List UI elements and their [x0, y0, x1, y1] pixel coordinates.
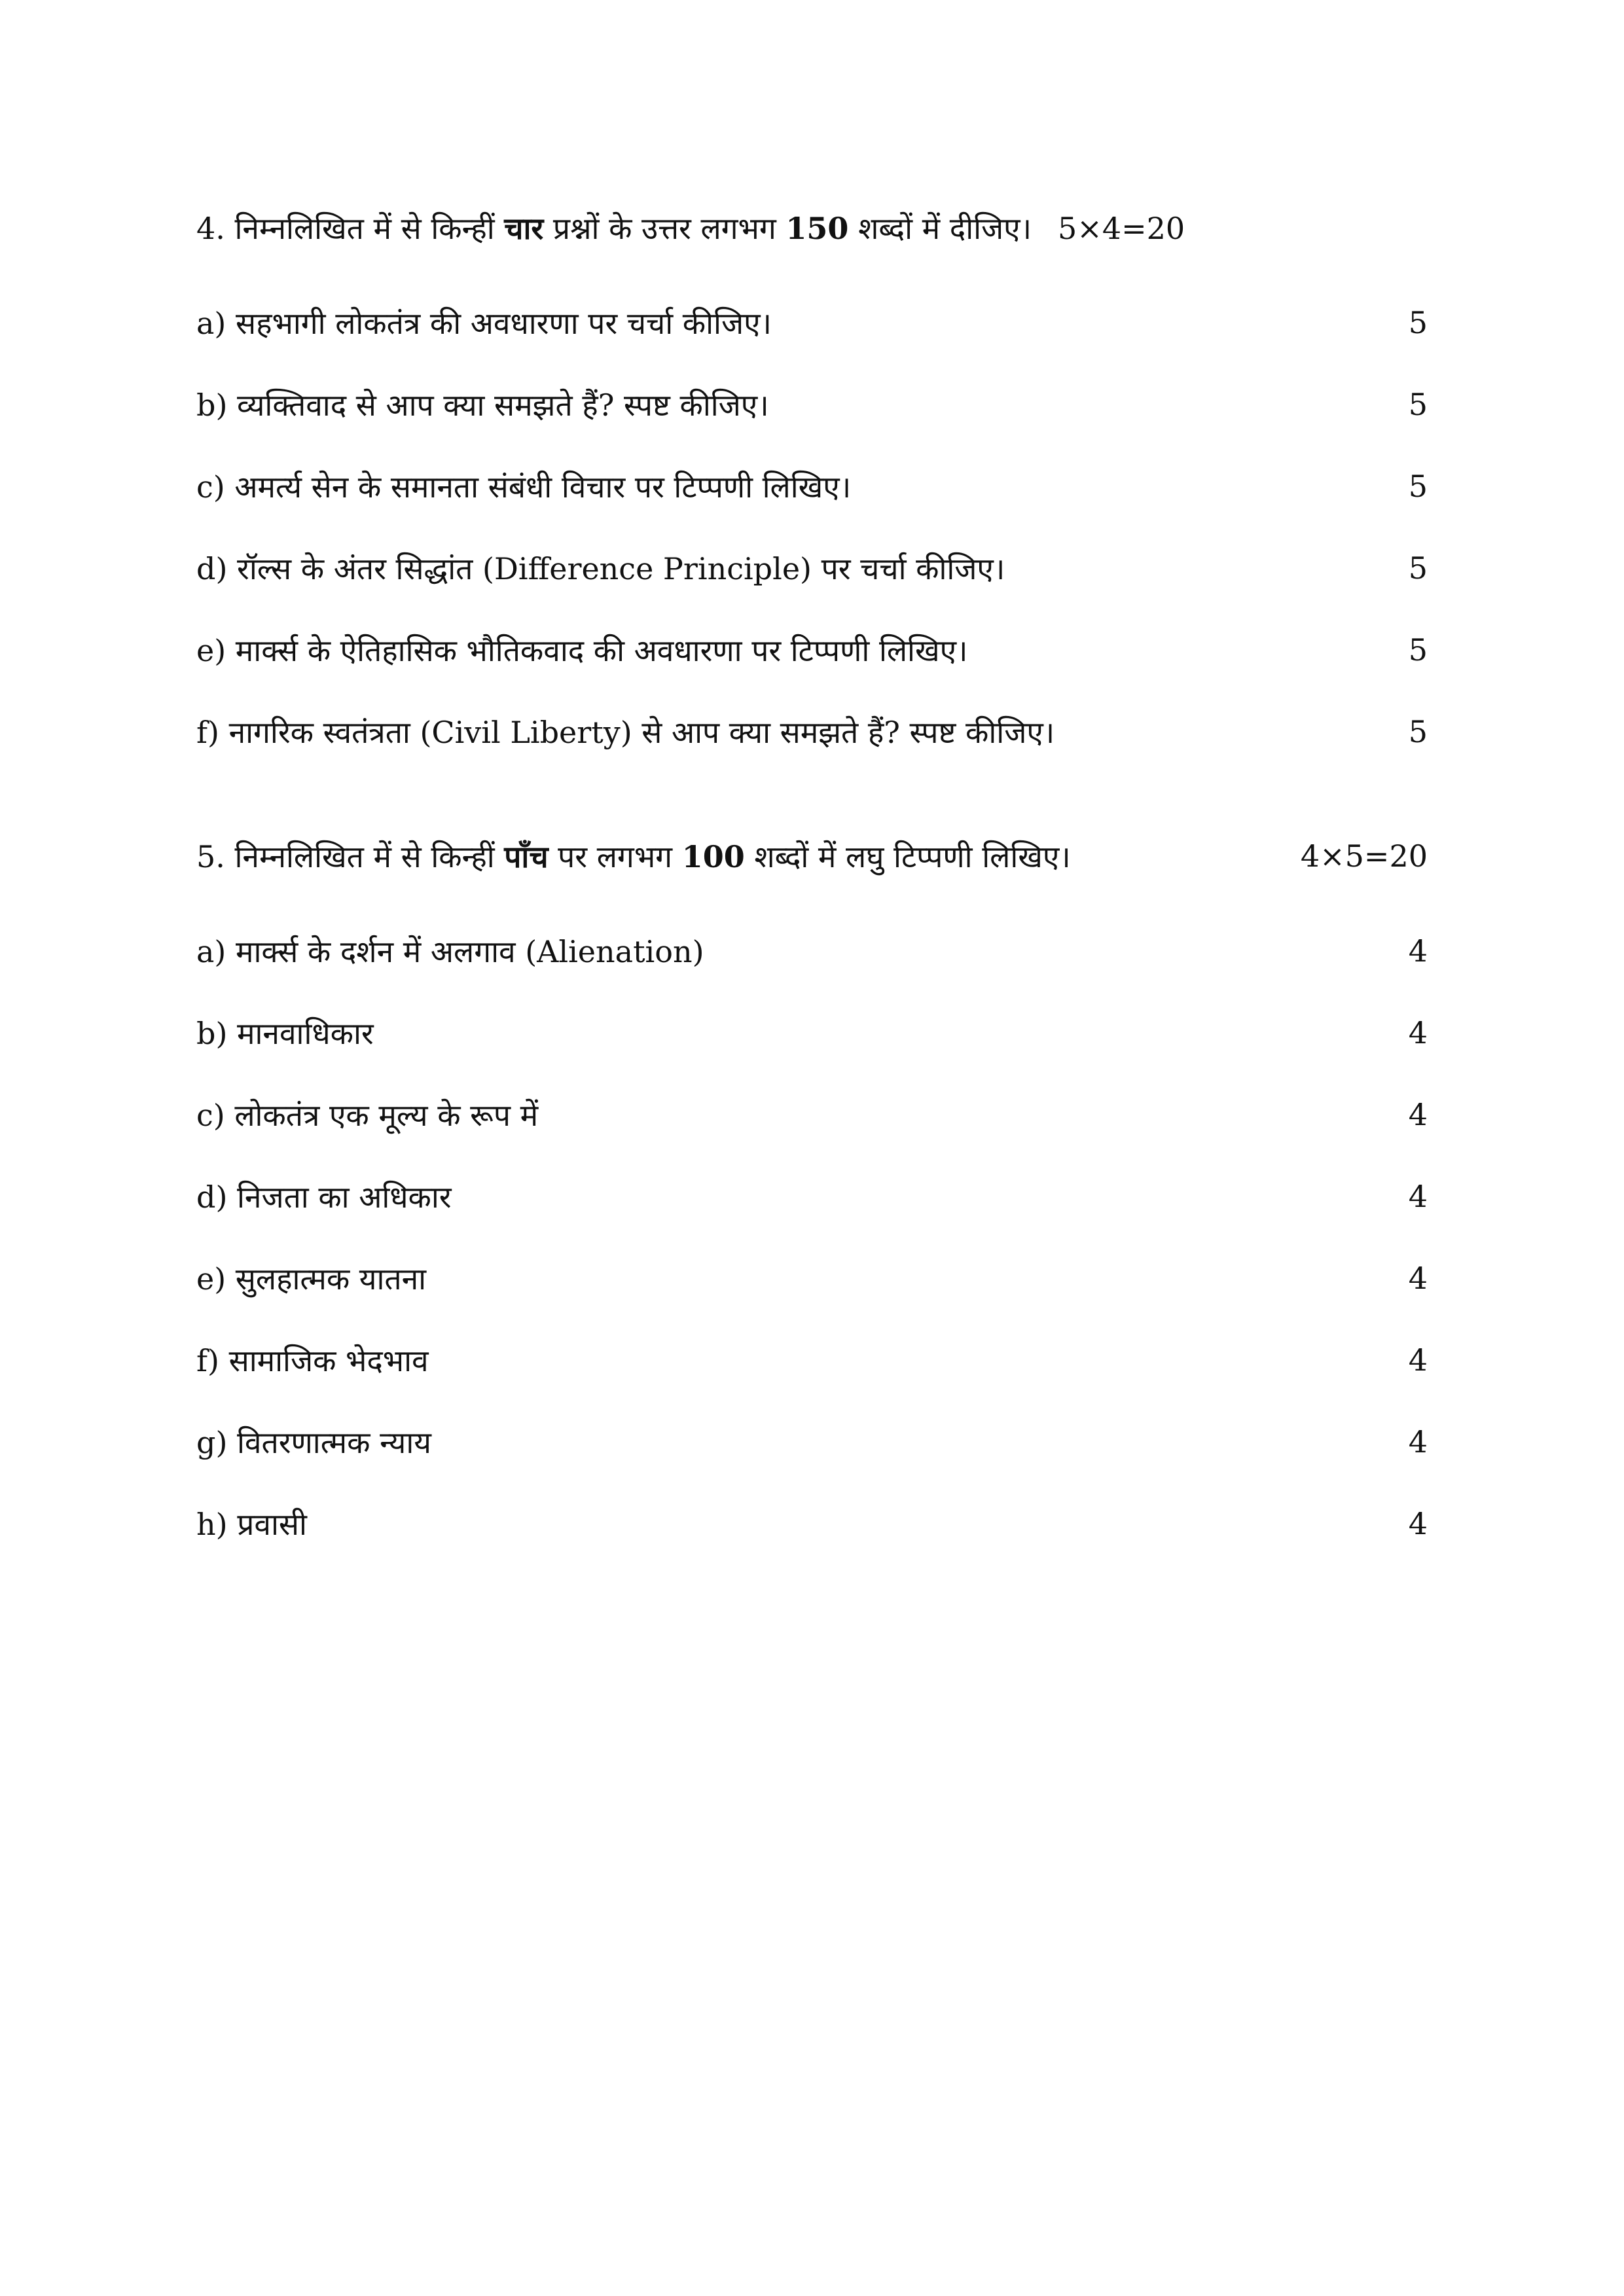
question-text: a) सहभागी लोकतंत्र की अवधारणा पर चर्चा कीजिए।: [196, 306, 772, 341]
question-5a: [196, 928, 1428, 974]
question-marks: 4: [1408, 1342, 1428, 1378]
question-text: f) सामाजिक भेदभाव: [196, 1343, 429, 1378]
heading-bold-number: 100: [681, 839, 745, 874]
section-4-heading-text: [196, 207, 1428, 248]
question-5h: [196, 1501, 1428, 1547]
question-text: a) मार्क्स के दर्शन में अलगाव (Alienation): [196, 934, 704, 969]
question-text: b) व्यक्तिवाद से आप क्या समझते हैं? स्पष्ट कीजिए।: [196, 387, 769, 423]
question-4d: [196, 545, 1428, 591]
question-5c: [196, 1092, 1428, 1138]
question-text: c) लोकतंत्र एक मूल्य के रूप में: [196, 1098, 539, 1133]
question-marks: 5: [1408, 305, 1428, 340]
heading-mid: पर लगभग: [548, 839, 682, 874]
question-marks: 5: [1408, 632, 1428, 668]
question-4b: [196, 382, 1428, 427]
section-5-heading: [196, 833, 1428, 879]
heading-post: शब्दों में दीजिए।: [848, 211, 1032, 246]
question-text: e) मार्क्स के ऐतिहासिक भौतिकवाद की अवधारणा पर टिप्पणी लिखिए।: [196, 633, 968, 668]
heading-pre: 4. निम्नलिखित में से किन्हीं: [196, 211, 505, 246]
question-text: f) नागरिक स्वतंत्रता (Civil Liberty) से आप क्या समझते हैं? स्पष्ट कीजिए।: [196, 715, 1055, 750]
section-4-total-marks: 5×4=20: [1058, 211, 1185, 246]
heading-bold-number: 150: [785, 211, 849, 246]
question-text: h) प्रवासी: [196, 1507, 307, 1542]
question-text: d) निजता का अधिकार: [196, 1179, 452, 1215]
heading-post: शब्दों में लघु टिप्पणी लिखिए।: [744, 839, 1071, 874]
question-marks: 5: [1408, 387, 1428, 422]
question-marks: 4: [1408, 1097, 1428, 1132]
heading-mid: प्रश्नों के उत्तर लगभग: [543, 211, 786, 246]
question-text: e) सुलहात्मक यातना: [196, 1261, 427, 1297]
question-marks: 4: [1408, 1261, 1428, 1296]
question-text: c) अमर्त्य सेन के समानता संबंधी विचार पर टिप्पणी लिखिए।: [196, 469, 852, 505]
heading-pre: 5. निम्नलिखित में से किन्हीं: [196, 839, 505, 874]
question-4a: [196, 300, 1428, 346]
question-4f: [196, 709, 1428, 755]
question-5g: [196, 1419, 1428, 1465]
question-text: d) रॉल्स के अंतर सिद्धांत (Difference Principle) पर चर्चा कीजिए।: [196, 551, 1005, 586]
question-marks: 5: [1408, 714, 1428, 749]
question-marks: 4: [1408, 933, 1428, 969]
question-marks: 5: [1408, 469, 1428, 504]
question-5e: [196, 1255, 1428, 1301]
section-4-heading: [196, 205, 1428, 251]
question-5b: [196, 1010, 1428, 1056]
question-marks: 4: [1408, 1179, 1428, 1214]
question-text: g) वितरणात्मक न्याय: [196, 1425, 431, 1460]
question-marks: 4: [1408, 1506, 1428, 1541]
question-text: b) मानवाधिकार: [196, 1016, 374, 1051]
section-5-total-marks: 4×5=20: [1300, 838, 1428, 874]
question-marks: 5: [1408, 550, 1428, 586]
question-5d: [196, 1174, 1428, 1219]
heading-bold-word: चार: [504, 211, 544, 246]
question-4c: [196, 463, 1428, 509]
question-marks: 4: [1408, 1424, 1428, 1460]
heading-bold-word: पाँच: [504, 839, 549, 874]
question-5f: [196, 1337, 1428, 1383]
section-5-heading-text: [196, 836, 1288, 876]
question-marks: 4: [1408, 1015, 1428, 1050]
question-4e: [196, 627, 1428, 673]
